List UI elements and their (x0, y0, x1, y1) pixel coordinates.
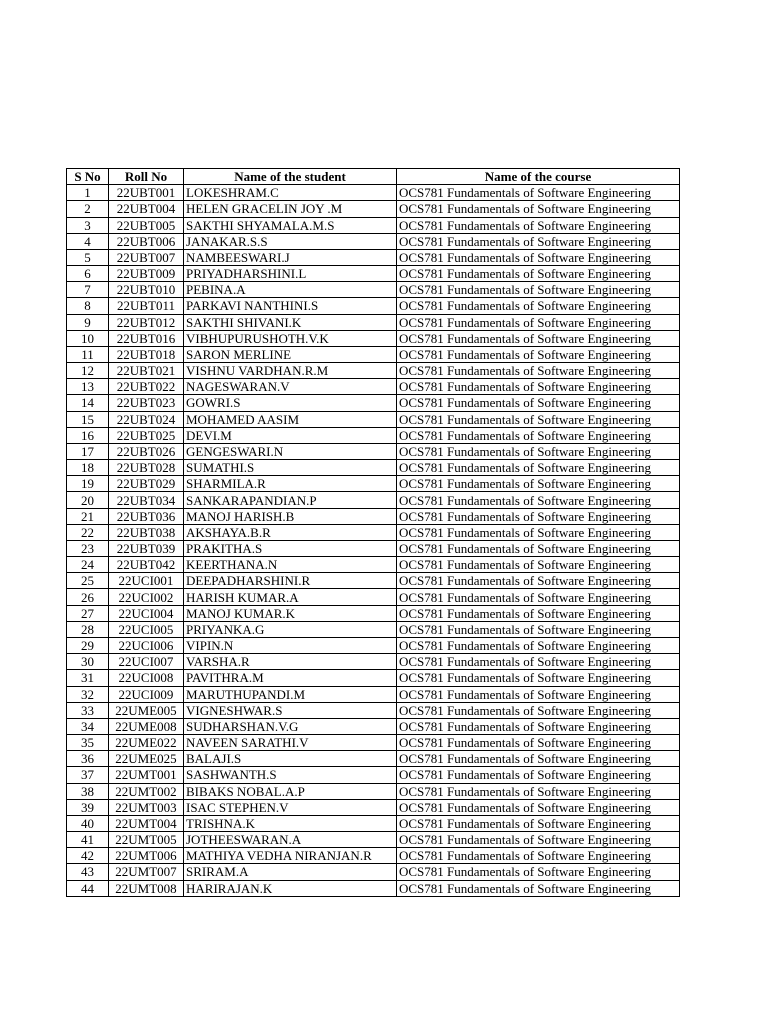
cell-course-name: OCS781 Fundamentals of Software Engineering (397, 249, 680, 265)
cell-course-name: OCS781 Fundamentals of Software Engineering (397, 314, 680, 330)
table-row (67, 864, 680, 880)
cell-course-name: OCS781 Fundamentals of Software Engineering (397, 185, 680, 201)
cell-student-name: MARUTHUPANDI.M (184, 686, 397, 702)
cell-sno: 40 (67, 815, 109, 831)
cell-roll-no: 22UBT024 (109, 411, 184, 427)
cell-course-name: OCS781 Fundamentals of Software Engineering (397, 783, 680, 799)
table-row (67, 411, 680, 427)
cell-sno: 31 (67, 670, 109, 686)
cell-student-name: MATHIYA VEDHA NIRANJAN.R (184, 848, 397, 864)
table-row (67, 249, 680, 265)
cell-roll-no: 22UCI005 (109, 621, 184, 637)
cell-student-name: SASHWANTH.S (184, 767, 397, 783)
table-row (67, 185, 680, 201)
cell-sno: 32 (67, 686, 109, 702)
cell-roll-no: 22UBT029 (109, 476, 184, 492)
cell-roll-no: 22UCI004 (109, 605, 184, 621)
cell-roll-no: 22UBT011 (109, 298, 184, 314)
student-course-table (66, 168, 680, 897)
cell-roll-no: 22UBT021 (109, 363, 184, 379)
cell-sno: 22 (67, 524, 109, 540)
table-row (67, 605, 680, 621)
table-row (67, 395, 680, 411)
cell-course-name: OCS781 Fundamentals of Software Engineering (397, 621, 680, 637)
table-row (67, 217, 680, 233)
cell-student-name: HARISH KUMAR.A (184, 589, 397, 605)
table-row (67, 330, 680, 346)
cell-student-name: VISHNU VARDHAN.R.M (184, 363, 397, 379)
cell-sno: 33 (67, 702, 109, 718)
header-roll-no: Roll No (109, 169, 184, 185)
cell-course-name: OCS781 Fundamentals of Software Engineering (397, 864, 680, 880)
cell-roll-no: 22UBT042 (109, 557, 184, 573)
table-row (67, 266, 680, 282)
cell-roll-no: 22UBT004 (109, 201, 184, 217)
table-row (67, 621, 680, 637)
cell-course-name: OCS781 Fundamentals of Software Engineering (397, 443, 680, 459)
cell-roll-no: 22UBT036 (109, 508, 184, 524)
cell-student-name: AKSHAYA.B.R (184, 524, 397, 540)
cell-student-name: PARKAVI NANTHINI.S (184, 298, 397, 314)
table-row (67, 282, 680, 298)
table-row (67, 460, 680, 476)
cell-course-name: OCS781 Fundamentals of Software Engineering (397, 799, 680, 815)
cell-student-name: GOWRI.S (184, 395, 397, 411)
cell-sno: 28 (67, 621, 109, 637)
cell-roll-no: 22UMT007 (109, 864, 184, 880)
cell-roll-no: 22UBT028 (109, 460, 184, 476)
cell-student-name: SANKARAPANDIAN.P (184, 492, 397, 508)
table-row (67, 751, 680, 767)
cell-student-name: SAKTHI SHIVANI.K (184, 314, 397, 330)
cell-course-name: OCS781 Fundamentals of Software Engineering (397, 508, 680, 524)
cell-roll-no: 22UMT001 (109, 767, 184, 783)
cell-student-name: ISAC STEPHEN.V (184, 799, 397, 815)
cell-sno: 5 (67, 249, 109, 265)
cell-roll-no: 22UBT038 (109, 524, 184, 540)
cell-sno: 21 (67, 508, 109, 524)
cell-course-name: OCS781 Fundamentals of Software Engineering (397, 282, 680, 298)
cell-sno: 18 (67, 460, 109, 476)
cell-course-name: OCS781 Fundamentals of Software Engineering (397, 298, 680, 314)
cell-sno: 23 (67, 540, 109, 556)
cell-student-name: VIBHUPURUSHOTH.V.K (184, 330, 397, 346)
cell-student-name: HELEN GRACELIN JOY .M (184, 201, 397, 217)
table-row (67, 314, 680, 330)
table-row (67, 443, 680, 459)
cell-student-name: SUDHARSHAN.V.G (184, 718, 397, 734)
cell-sno: 11 (67, 346, 109, 362)
cell-course-name: OCS781 Fundamentals of Software Engineering (397, 654, 680, 670)
cell-roll-no: 22UBT023 (109, 395, 184, 411)
header-student-name: Name of the student (184, 169, 397, 185)
cell-student-name: PRIYANKA.G (184, 621, 397, 637)
table-row (67, 427, 680, 443)
cell-student-name: SUMATHI.S (184, 460, 397, 476)
cell-course-name: OCS781 Fundamentals of Software Engineering (397, 330, 680, 346)
cell-student-name: HARIRAJAN.K (184, 880, 397, 896)
table-row (67, 557, 680, 573)
cell-sno: 41 (67, 832, 109, 848)
cell-roll-no: 22UMT004 (109, 815, 184, 831)
cell-sno: 19 (67, 476, 109, 492)
header-course-name: Name of the course (397, 169, 680, 185)
cell-roll-no: 22UMT006 (109, 848, 184, 864)
cell-course-name: OCS781 Fundamentals of Software Engineering (397, 815, 680, 831)
cell-student-name: GENGESWARI.N (184, 443, 397, 459)
table-row (67, 508, 680, 524)
cell-sno: 16 (67, 427, 109, 443)
cell-roll-no: 22UCI007 (109, 654, 184, 670)
cell-course-name: OCS781 Fundamentals of Software Engineering (397, 217, 680, 233)
cell-course-name: OCS781 Fundamentals of Software Engineering (397, 557, 680, 573)
cell-sno: 24 (67, 557, 109, 573)
cell-student-name: DEVI.M (184, 427, 397, 443)
cell-course-name: OCS781 Fundamentals of Software Engineering (397, 589, 680, 605)
cell-course-name: OCS781 Fundamentals of Software Engineering (397, 379, 680, 395)
cell-sno: 43 (67, 864, 109, 880)
cell-course-name: OCS781 Fundamentals of Software Engineering (397, 201, 680, 217)
table-row (67, 589, 680, 605)
cell-student-name: BALAJI.S (184, 751, 397, 767)
table-row (67, 540, 680, 556)
cell-student-name: VARSHA.R (184, 654, 397, 670)
table-row (67, 832, 680, 848)
cell-sno: 4 (67, 233, 109, 249)
cell-course-name: OCS781 Fundamentals of Software Engineering (397, 346, 680, 362)
table-row (67, 298, 680, 314)
cell-roll-no: 22UBT026 (109, 443, 184, 459)
cell-sno: 34 (67, 718, 109, 734)
cell-sno: 3 (67, 217, 109, 233)
cell-student-name: KEERTHANA.N (184, 557, 397, 573)
cell-sno: 44 (67, 880, 109, 896)
cell-student-name: PAVITHRA.M (184, 670, 397, 686)
cell-sno: 10 (67, 330, 109, 346)
cell-student-name: JANAKAR.S.S (184, 233, 397, 249)
table-row (67, 363, 680, 379)
table-row (67, 799, 680, 815)
table-row (67, 492, 680, 508)
cell-sno: 36 (67, 751, 109, 767)
cell-course-name: OCS781 Fundamentals of Software Engineering (397, 233, 680, 249)
cell-course-name: OCS781 Fundamentals of Software Engineering (397, 637, 680, 653)
cell-sno: 26 (67, 589, 109, 605)
cell-sno: 15 (67, 411, 109, 427)
cell-course-name: OCS781 Fundamentals of Software Engineering (397, 540, 680, 556)
cell-course-name: OCS781 Fundamentals of Software Engineering (397, 751, 680, 767)
cell-course-name: OCS781 Fundamentals of Software Engineering (397, 476, 680, 492)
cell-roll-no: 22UME025 (109, 751, 184, 767)
cell-roll-no: 22UMT008 (109, 880, 184, 896)
cell-roll-no: 22UCI002 (109, 589, 184, 605)
cell-sno: 39 (67, 799, 109, 815)
cell-sno: 25 (67, 573, 109, 589)
cell-sno: 30 (67, 654, 109, 670)
cell-course-name: OCS781 Fundamentals of Software Engineering (397, 605, 680, 621)
cell-course-name: OCS781 Fundamentals of Software Engineering (397, 363, 680, 379)
cell-course-name: OCS781 Fundamentals of Software Engineering (397, 573, 680, 589)
cell-sno: 2 (67, 201, 109, 217)
cell-sno: 29 (67, 637, 109, 653)
table-row (67, 346, 680, 362)
table-row (67, 524, 680, 540)
cell-student-name: NAMBEESWARI.J (184, 249, 397, 265)
cell-roll-no: 22UCI006 (109, 637, 184, 653)
cell-roll-no: 22UBT034 (109, 492, 184, 508)
table-row (67, 637, 680, 653)
cell-roll-no: 22UCI008 (109, 670, 184, 686)
table-row (67, 233, 680, 249)
cell-student-name: NAGESWARAN.V (184, 379, 397, 395)
cell-student-name: JOTHEESWARAN.A (184, 832, 397, 848)
table-row (67, 718, 680, 734)
cell-student-name: MANOJ KUMAR.K (184, 605, 397, 621)
table-row (67, 670, 680, 686)
cell-roll-no: 22UME022 (109, 735, 184, 751)
cell-student-name: PRAKITHA.S (184, 540, 397, 556)
cell-course-name: OCS781 Fundamentals of Software Engineering (397, 702, 680, 718)
cell-sno: 27 (67, 605, 109, 621)
cell-course-name: OCS781 Fundamentals of Software Engineering (397, 735, 680, 751)
table-row (67, 686, 680, 702)
cell-student-name: DEEPADHARSHINI.R (184, 573, 397, 589)
cell-roll-no: 22UBT001 (109, 185, 184, 201)
cell-roll-no: 22UME005 (109, 702, 184, 718)
header-row (67, 169, 680, 185)
cell-roll-no: 22UBT007 (109, 249, 184, 265)
cell-course-name: OCS781 Fundamentals of Software Engineering (397, 880, 680, 896)
cell-sno: 12 (67, 363, 109, 379)
cell-course-name: OCS781 Fundamentals of Software Engineering (397, 767, 680, 783)
cell-sno: 20 (67, 492, 109, 508)
table-body (67, 185, 680, 897)
cell-roll-no: 22UME008 (109, 718, 184, 734)
table-row (67, 702, 680, 718)
cell-student-name: BIBAKS NOBAL.A.P (184, 783, 397, 799)
cell-sno: 14 (67, 395, 109, 411)
cell-sno: 35 (67, 735, 109, 751)
cell-sno: 37 (67, 767, 109, 783)
cell-roll-no: 22UCI009 (109, 686, 184, 702)
cell-sno: 8 (67, 298, 109, 314)
cell-roll-no: 22UCI001 (109, 573, 184, 589)
table-row (67, 573, 680, 589)
cell-course-name: OCS781 Fundamentals of Software Engineering (397, 718, 680, 734)
cell-course-name: OCS781 Fundamentals of Software Engineering (397, 411, 680, 427)
table-row (67, 880, 680, 896)
cell-course-name: OCS781 Fundamentals of Software Engineering (397, 686, 680, 702)
cell-course-name: OCS781 Fundamentals of Software Engineering (397, 670, 680, 686)
cell-roll-no: 22UBT016 (109, 330, 184, 346)
cell-roll-no: 22UBT025 (109, 427, 184, 443)
cell-roll-no: 22UBT010 (109, 282, 184, 298)
cell-roll-no: 22UMT002 (109, 783, 184, 799)
table-row (67, 476, 680, 492)
table-row (67, 379, 680, 395)
cell-course-name: OCS781 Fundamentals of Software Engineering (397, 848, 680, 864)
table-row (67, 848, 680, 864)
cell-sno: 9 (67, 314, 109, 330)
cell-course-name: OCS781 Fundamentals of Software Engineering (397, 427, 680, 443)
table-row (67, 735, 680, 751)
table-header (67, 169, 680, 185)
cell-course-name: OCS781 Fundamentals of Software Engineering (397, 832, 680, 848)
cell-sno: 6 (67, 266, 109, 282)
cell-student-name: SAKTHI SHYAMALA.M.S (184, 217, 397, 233)
cell-student-name: PEBINA.A (184, 282, 397, 298)
cell-sno: 42 (67, 848, 109, 864)
cell-student-name: TRISHNA.K (184, 815, 397, 831)
cell-course-name: OCS781 Fundamentals of Software Engineering (397, 492, 680, 508)
cell-sno: 1 (67, 185, 109, 201)
cell-roll-no: 22UBT005 (109, 217, 184, 233)
cell-student-name: MOHAMED AASIM (184, 411, 397, 427)
cell-student-name: LOKESHRAM.C (184, 185, 397, 201)
table-row (67, 815, 680, 831)
cell-course-name: OCS781 Fundamentals of Software Engineering (397, 266, 680, 282)
cell-sno: 38 (67, 783, 109, 799)
cell-sno: 7 (67, 282, 109, 298)
cell-roll-no: 22UBT012 (109, 314, 184, 330)
cell-student-name: PRIYADHARSHINI.L (184, 266, 397, 282)
cell-course-name: OCS781 Fundamentals of Software Engineering (397, 395, 680, 411)
header-sno: S No (67, 169, 109, 185)
cell-student-name: SHARMILA.R (184, 476, 397, 492)
cell-roll-no: 22UBT006 (109, 233, 184, 249)
cell-roll-no: 22UBT022 (109, 379, 184, 395)
cell-roll-no: 22UBT018 (109, 346, 184, 362)
table-row (67, 783, 680, 799)
cell-roll-no: 22UMT003 (109, 799, 184, 815)
cell-student-name: SRIRAM.A (184, 864, 397, 880)
cell-roll-no: 22UBT039 (109, 540, 184, 556)
cell-student-name: VIPIN.N (184, 637, 397, 653)
table-row (67, 201, 680, 217)
table-row (67, 654, 680, 670)
table-row (67, 767, 680, 783)
cell-course-name: OCS781 Fundamentals of Software Engineering (397, 460, 680, 476)
cell-sno: 13 (67, 379, 109, 395)
cell-student-name: MANOJ HARISH.B (184, 508, 397, 524)
cell-roll-no: 22UMT005 (109, 832, 184, 848)
cell-student-name: NAVEEN SARATHI.V (184, 735, 397, 751)
cell-course-name: OCS781 Fundamentals of Software Engineering (397, 524, 680, 540)
cell-student-name: VIGNESHWAR.S (184, 702, 397, 718)
cell-student-name: SARON MERLINE (184, 346, 397, 362)
cell-sno: 17 (67, 443, 109, 459)
cell-roll-no: 22UBT009 (109, 266, 184, 282)
